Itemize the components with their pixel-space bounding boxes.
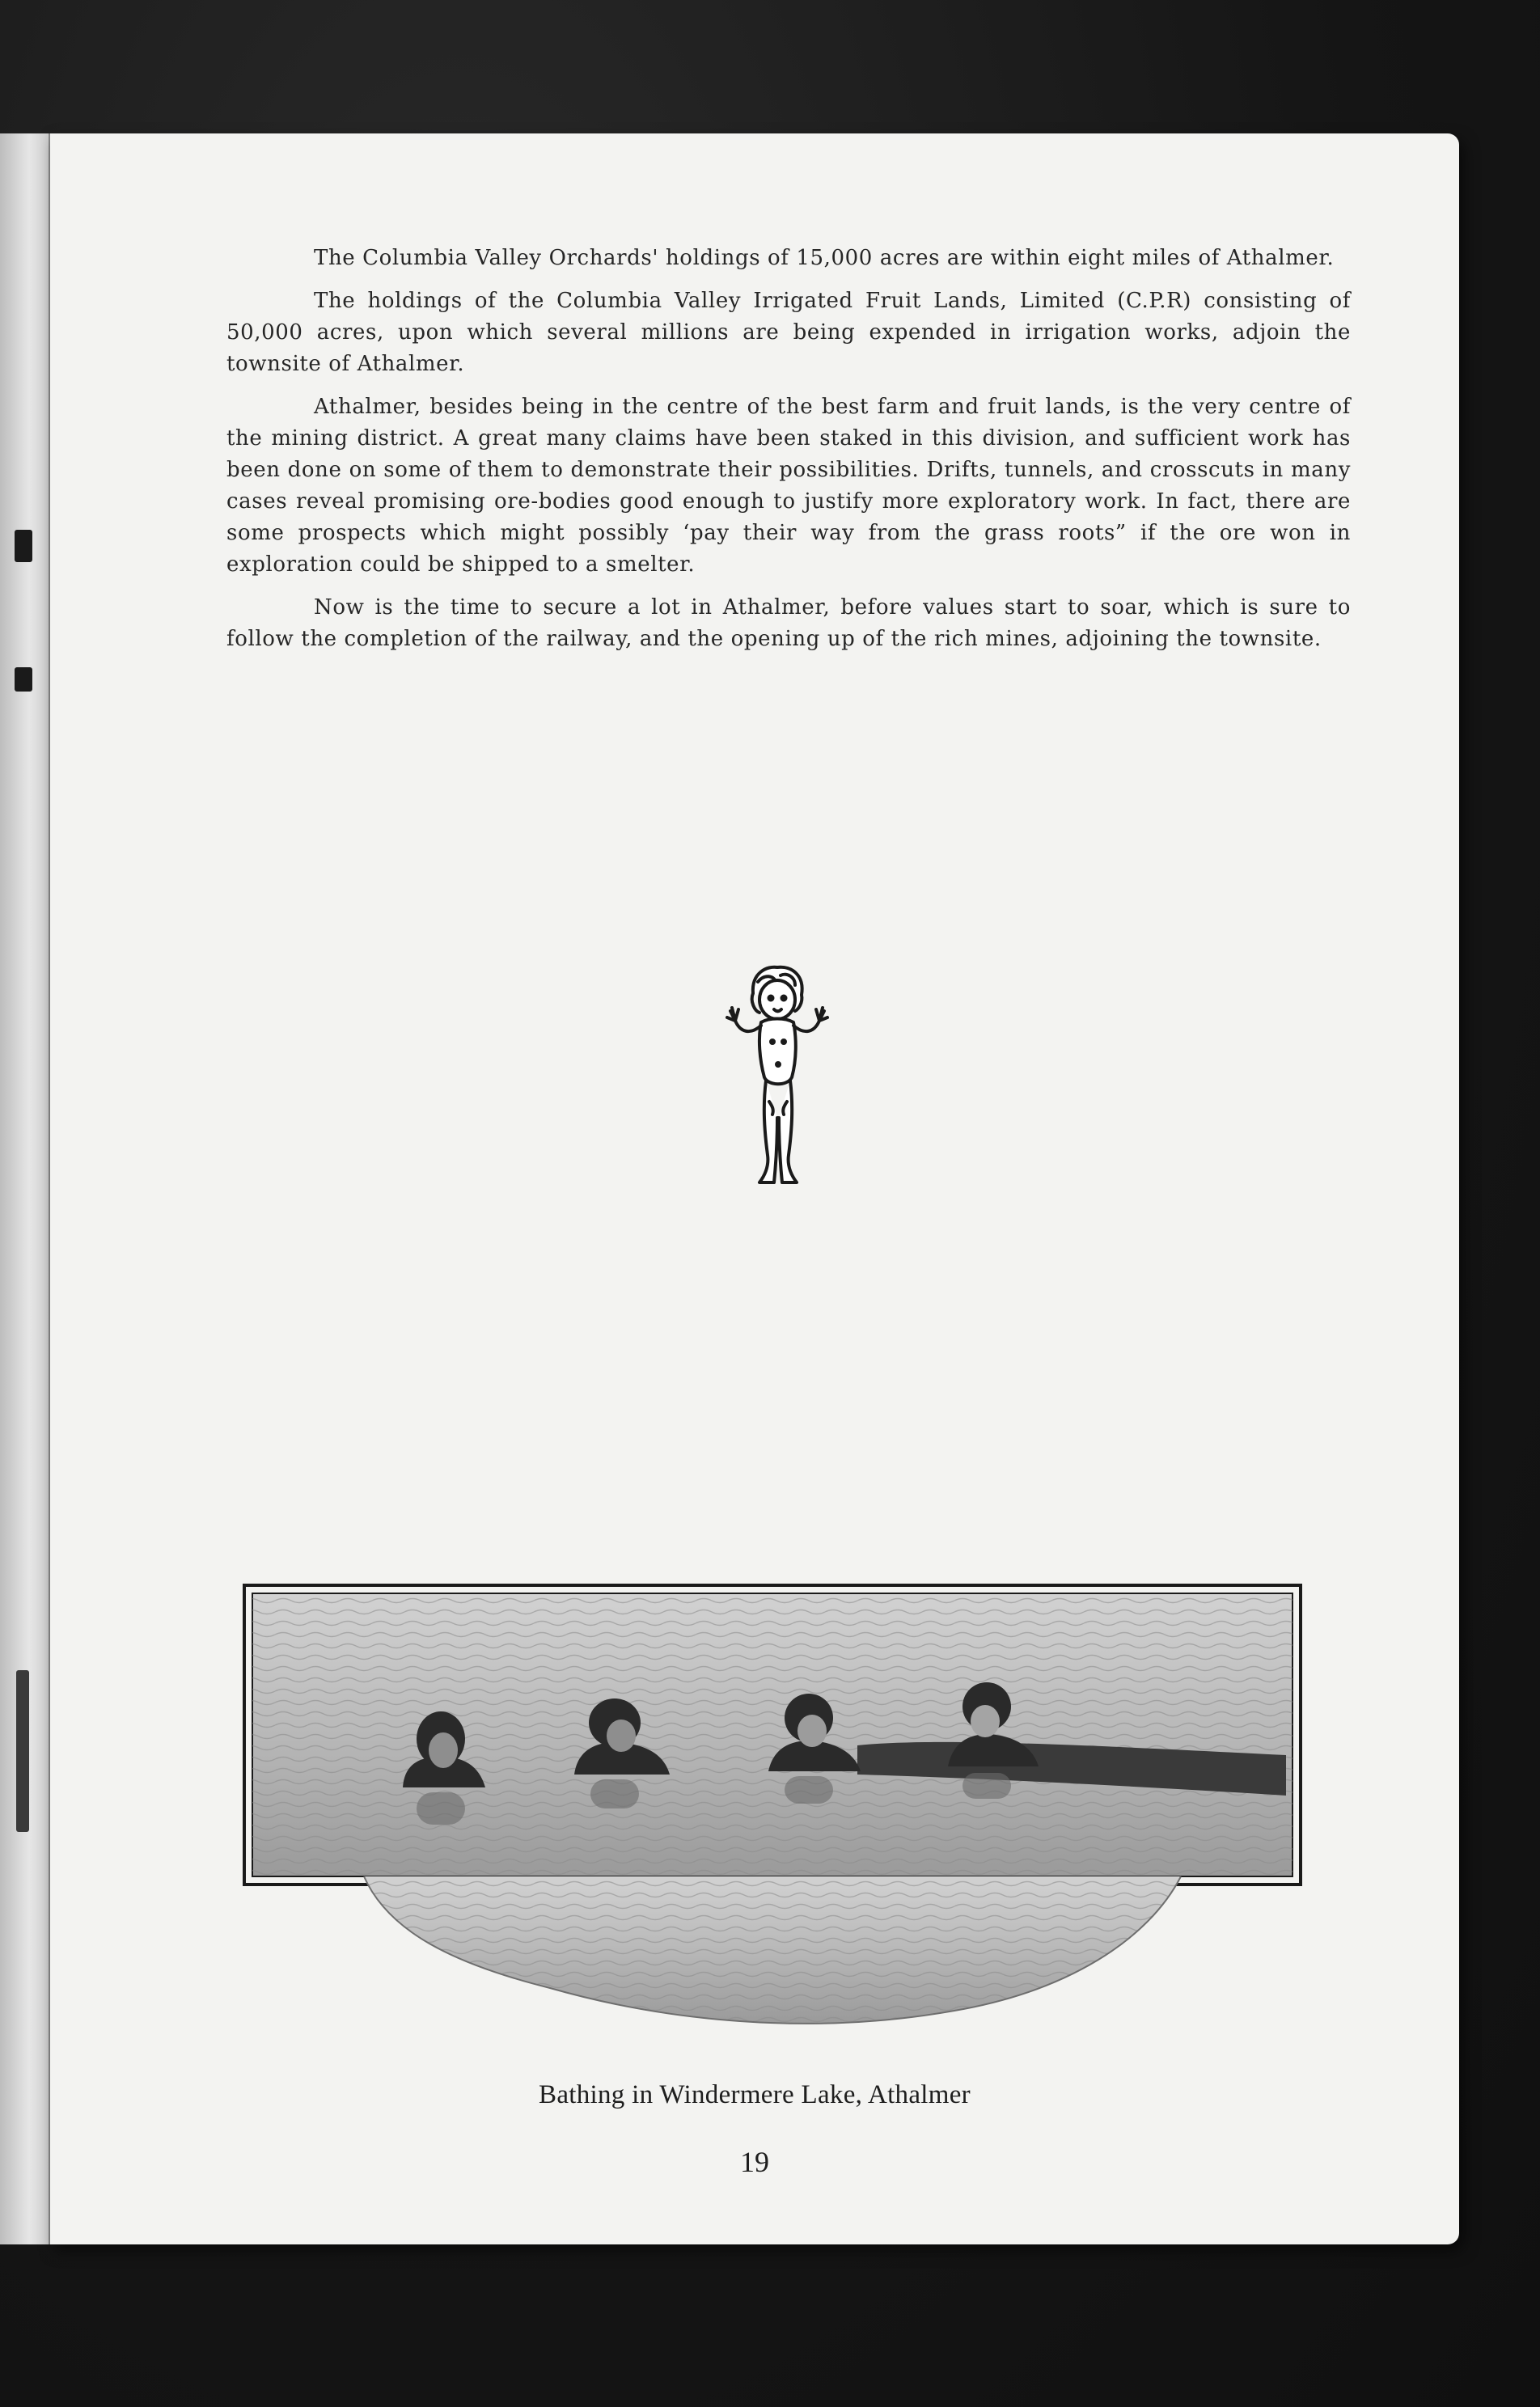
binding-mark xyxy=(15,530,32,562)
lake-bathing-photograph xyxy=(243,1584,1302,2045)
body-text xyxy=(226,243,1351,666)
binding-mark xyxy=(15,667,32,692)
paragraph: The Columbia Valley Orchards' holdings of 15,000 acres are within eight miles of Athalmer. xyxy=(314,246,1335,270)
paragraph: Now is the time to secure a lot in Athalmer, before values start to soar, which is sure to follow the completion of the railway, and the opening up of the rich mines, adjoining the townsite. xyxy=(226,595,1351,651)
cherub-ornament xyxy=(711,964,840,1191)
paragraph: The holdings of the Columbia Valley Irrigated Fruit Lands, Limited (C.P.R) consisting of 50,000 acres, upon which several millions are being expended in irrigation works, adjoin the townsite of Athalmer. xyxy=(226,289,1351,376)
paragraph: Athalmer, besides being in the centre of the best farm and fruit lands, is the very centre of the mining district. A great many claims have been staked in this division, and sufficient work has been done on some of them to demonstrate their possibilities. Drifts, tunnels, and crosscuts in many cases reveal promising ore-bodies good enough to justify more exploratory work. In fact, there are some prospects which might possibly ‘pay their way from the grass roots” if the ore won in exploration could be shipped to a smelter. xyxy=(226,395,1351,577)
book-page xyxy=(50,133,1459,2244)
binding-staple xyxy=(16,1670,29,1832)
photo-caption: Bathing in Windermere Lake, Athalmer xyxy=(539,2080,971,2109)
page-number: 19 xyxy=(740,2146,769,2178)
previous-page-edge xyxy=(0,133,50,2244)
